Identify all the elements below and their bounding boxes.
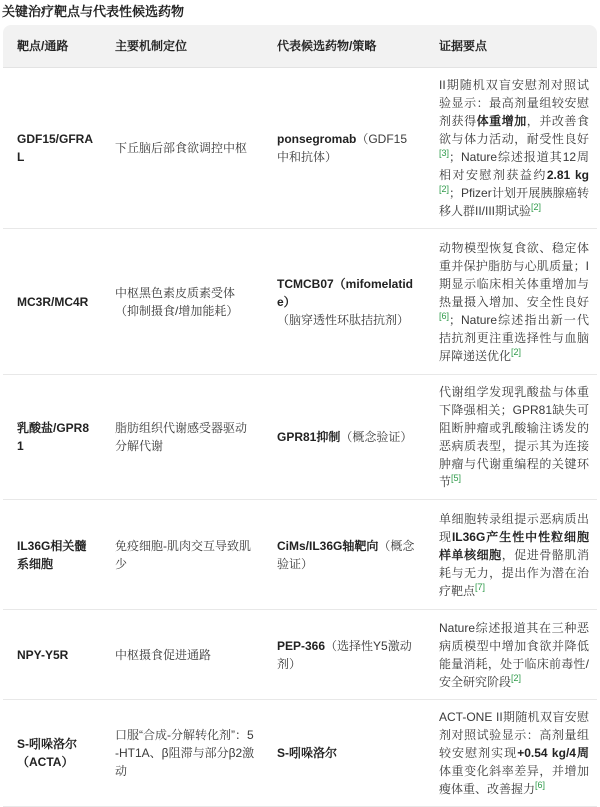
table-row bbox=[3, 610, 597, 700]
cell-target: S-吲哚洛尔（ACTA） bbox=[3, 700, 101, 807]
cell-drug bbox=[263, 700, 425, 807]
cell-mechanism: 下丘脑后部食欲调控中枢 bbox=[101, 68, 263, 229]
drug-name: ponsegromab bbox=[277, 132, 357, 146]
cell-drug bbox=[263, 229, 425, 375]
table-row bbox=[3, 500, 597, 610]
table-row bbox=[3, 700, 597, 807]
citation-ref: [2] bbox=[511, 346, 522, 357]
drug-name: PEP-366 bbox=[277, 638, 326, 653]
evidence-text: ，并改善食欲与体力活动，耐受性良好 bbox=[439, 114, 589, 146]
cell-mechanism: 免疫细胞-肌肉交互导致肌少 bbox=[101, 500, 263, 610]
drug-note: （概念验证） bbox=[277, 538, 415, 571]
evidence-text: 动物模型恢复食欲、稳定体重并保护脂肪与心肌质量；I期显示临床相关体重增加与热量摄入增加、安全性良好 bbox=[439, 240, 589, 309]
table-row bbox=[3, 68, 597, 229]
table-row bbox=[3, 375, 597, 500]
citation-ref: [7] bbox=[475, 581, 486, 592]
citation-ref: [2] bbox=[511, 672, 522, 683]
evidence-text: ；Pfizer计划开展胰腺癌转移人群II/III期试验 bbox=[439, 186, 589, 218]
drug-name: S-吲哚洛尔 bbox=[277, 746, 338, 760]
evidence-text: ，促进骨骼肌消耗与无力，提出作为潜在治疗靶点 bbox=[439, 547, 589, 598]
cell-mechanism: 中枢摄食促进通路 bbox=[101, 610, 263, 700]
evidence-highlight: 体重增加 bbox=[476, 114, 527, 128]
evidence-text: Nature综述报道其在三种恶病质模型中增加食欲并降低能量消耗，处于临床前毒性/安全研究阶段 bbox=[439, 620, 589, 689]
drug-note: （脑穿透性环肽拮抗剂） bbox=[277, 312, 410, 327]
drug-note: （GDF15中和抗体） bbox=[277, 132, 408, 164]
drug-note: （概念验证） bbox=[340, 430, 413, 444]
citation-ref: [3] bbox=[439, 148, 450, 158]
cell-mechanism: 中枢黑色素皮质素受体（抑制摄食/增加能耗） bbox=[101, 229, 263, 375]
section-heading: 关键治疗靶点与代表性候选药物 bbox=[2, 4, 185, 19]
evidence-text: 体重变化斜率差异，并增加瘦体重、改善握力 bbox=[439, 764, 589, 796]
table-header-row bbox=[3, 25, 597, 68]
drug-name: GPR81抑制 bbox=[277, 430, 341, 444]
cell-drug bbox=[263, 68, 425, 229]
cell-drug bbox=[263, 375, 425, 500]
header-evidence: 证据要点 bbox=[425, 25, 597, 68]
citation-ref: [6] bbox=[439, 310, 450, 321]
cell-evidence bbox=[425, 375, 597, 500]
targets-table bbox=[3, 25, 597, 807]
citation-ref: [2] bbox=[531, 202, 542, 212]
evidence-text: 代谢组学发现乳酸盐与体重下降强相关；GPR81缺失可阻断肿瘤或乳酸输注诱发的恶病质表型，提示其为连接肿瘤与代谢重编程的关键环节 bbox=[439, 385, 589, 489]
drug-note: （选择性Y5激动剂） bbox=[277, 638, 412, 671]
cell-evidence bbox=[425, 610, 597, 700]
drug-name: CiMs/IL36G轴靶向 bbox=[277, 538, 379, 553]
cell-target: 乳酸盐/GPR81 bbox=[3, 375, 101, 500]
cell-target: NPY-Y5R bbox=[3, 610, 101, 700]
citation-ref: [6] bbox=[535, 780, 546, 790]
cell-target: MC3R/MC4R bbox=[3, 229, 101, 375]
cell-evidence bbox=[425, 700, 597, 807]
evidence-text: 单细胞转录组提示恶病质出现 bbox=[439, 511, 589, 544]
header-drug: 代表候选药物/策略 bbox=[263, 25, 425, 68]
cell-evidence bbox=[425, 229, 597, 375]
cell-target: GDF15/GFRAL bbox=[3, 68, 101, 229]
cell-target: IL36G相关髓系细胞 bbox=[3, 500, 101, 610]
evidence-text: ；Nature综述指出新一代拮抗剂更注重选择性与血脑屏障递送优化 bbox=[439, 312, 589, 363]
citation-ref: [5] bbox=[451, 473, 462, 483]
evidence-highlight: +0.54 kg/4周 bbox=[517, 746, 589, 760]
cell-mechanism: 脂肪组织代谢感受器驱动分解代谢 bbox=[101, 375, 263, 500]
evidence-highlight: IL36G产生性中性粒细胞样单核细胞 bbox=[439, 529, 589, 562]
table-row bbox=[3, 229, 597, 375]
cell-mechanism: 口服“合成-分解转化剂”：5-HT1A、β阻滞与部分β2激动 bbox=[101, 700, 263, 807]
evidence-text: II期随机双盲安慰剂对照试验显示：最高剂量组较安慰剂获得 bbox=[439, 78, 589, 128]
drug-name: TCMCB07（mifomelatide） bbox=[277, 276, 414, 309]
cell-evidence bbox=[425, 500, 597, 610]
cell-drug bbox=[263, 610, 425, 700]
header-target: 靶点/通路 bbox=[3, 25, 101, 68]
evidence-highlight: 2.81 kg bbox=[546, 168, 589, 182]
cell-evidence bbox=[425, 68, 597, 229]
citation-ref: [2] bbox=[439, 184, 450, 194]
evidence-text: ；Nature综述报道其12周相对安慰剂获益约 bbox=[439, 150, 589, 182]
header-mechanism: 主要机制定位 bbox=[101, 25, 263, 68]
evidence-text: ACT-ONE II期随机双盲安慰剂对照试验显示：高剂量组较安慰剂实现 bbox=[439, 710, 589, 760]
cell-drug bbox=[263, 500, 425, 610]
